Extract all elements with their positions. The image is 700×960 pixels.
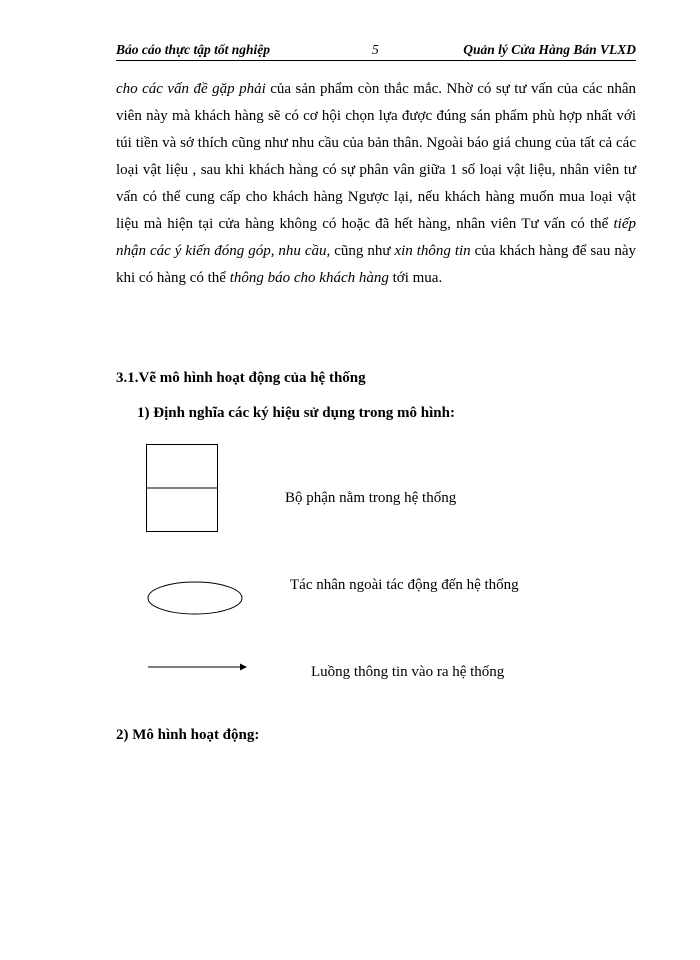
para-italic-1: cho các vấn đề gặp phải <box>116 81 266 97</box>
actor-icon <box>147 581 243 615</box>
page-number: 5 <box>372 42 379 57</box>
flow-label: Luồng thông tin vào ra hệ thống <box>311 664 505 680</box>
para-text-1: của sản phẩm còn thắc mắc. Nhờ có sự tư vấn của các nhân viên này mà khách hàng sẽ có cơ hội chọn lựa được đúng sán phẩm phù hợp nhất với túi tiền và sở thích cũng như nhu cầu của bản thân. Ngoài báo giá chung của tất cả các loại vật liệu , sau khi khách hàng có sự phân vân giữa 1 số loại vật liệu, nhân viên tư vấn có thể cung cấp cho khách hàng Ngược lại, nếu khách hàng muốn mua loại vật liệu mà hiện tại cửa hàng không có hoặc đã hết hàng, nhân viên Tư vấn có thể <box>116 81 636 232</box>
body-paragraph <box>116 76 636 292</box>
para-italic-2: tiếp nhận các ý kiến đóng góp, nhu cầu <box>116 216 636 259</box>
actor-label: Tác nhân ngoài tác động đến hệ thống <box>290 577 519 593</box>
department-label: Bộ phận nằm trong hệ thống <box>285 490 457 506</box>
header-project-title: Quản lý Cửa Hàng Bán VLXD <box>463 42 636 57</box>
para-text-2: , cũng như <box>326 243 395 259</box>
para-italic-3: xin thông tin <box>394 243 471 259</box>
para-text-4: tới mua. <box>388 270 443 286</box>
para-text-3: của khách hàng để sau này khi có hàng có thể <box>116 243 636 286</box>
header-report-title: Báo cáo thực tập tốt nghiệp <box>116 42 270 57</box>
section-heading: 3.1.Vẽ mô hình hoạt động của hệ thống <box>116 370 366 386</box>
model-heading: 2) Mô hình hoạt động: <box>116 727 260 743</box>
arrow-right-icon <box>148 661 248 673</box>
para-italic-4: thông báo cho khách hàng <box>229 270 389 286</box>
legend-subheading: 1) Định nghĩa các ký hiệu sử dụng trong mô hình: <box>137 405 455 421</box>
page-header <box>116 40 636 61</box>
department-icon <box>146 444 218 532</box>
